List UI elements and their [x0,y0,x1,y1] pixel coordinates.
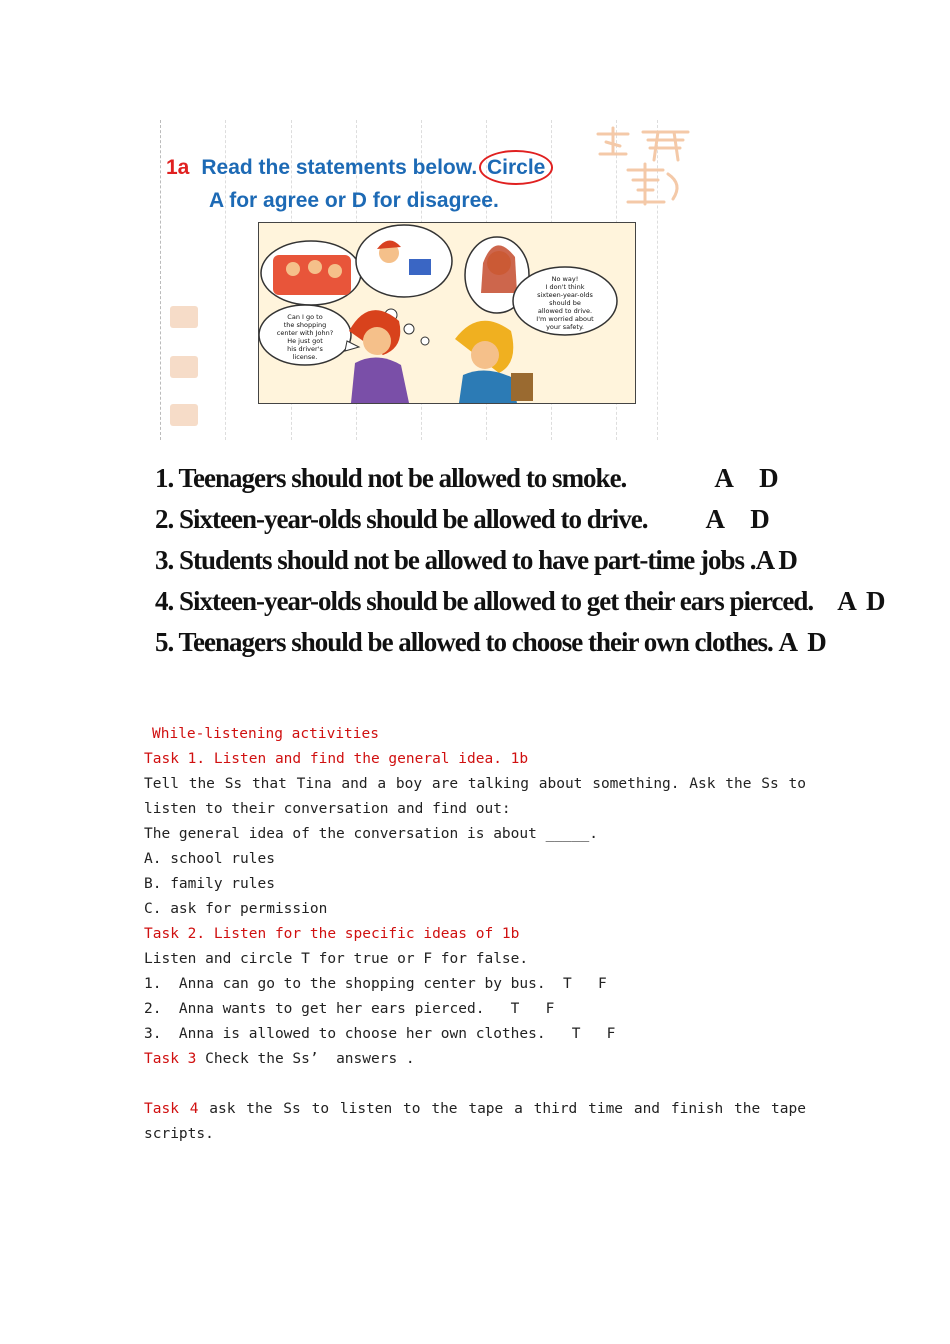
agree-disagree-options[interactable]: A D [705,504,769,534]
bubble-left-line: Can I go to [287,313,323,321]
decorative-logo [588,124,698,208]
exercise-number: 1a [166,156,190,179]
statement-item [155,540,884,581]
statement-text: 3. Students should not be allowed to have part-time jobs . [155,545,756,575]
bubble-left-line: center with John? [276,329,334,337]
task4-label: Task 4 [144,1101,199,1117]
cartoon-illustration [258,222,636,404]
bubble-right-line: allowed to drive. [537,307,593,315]
agree-disagree-options[interactable]: A D [837,586,885,616]
bubble-right-line: your safety. [546,323,584,331]
task3-label: Task 3 [144,1051,197,1067]
statement-list [155,458,884,663]
decorative-stamp [170,306,198,328]
task1-option: A. school rules [144,851,275,867]
task2-instruction: Listen and circle T for true or F for false. [144,951,529,967]
decorative-stamp [170,356,198,378]
statement-item [155,499,884,540]
bubble-left-line: He just got [287,337,323,345]
statement-item [155,458,884,499]
task1-description: listen to their conversation and find out: [144,801,511,817]
task2-title: Task 2. Listen for the specific ideas of 1b [144,926,520,942]
statement-text: 1. Teenagers should not be allowed to smoke. [155,463,627,493]
exercise-title-line2: A for agree or D for disagree. [209,189,499,212]
bubble-left-line: his driver's [287,345,323,353]
bubble-right-line: I'm worried about [536,315,594,323]
statement-text: 5. Teenagers should be allowed to choose their own clothes. [155,627,773,657]
task3-line [144,1047,806,1072]
bubble-right-line: sixteen-year-olds [537,291,593,299]
statement-text: 4. Sixteen-year-olds should be allowed to get their ears pierced. [155,586,814,616]
statement-item [155,581,884,622]
task4-text-continued: scripts. [144,1126,214,1142]
task1-description: Tell the Ss that Tina and a boy are talking about something. Ask the Ss to [144,776,806,792]
task2-item: 2. Anna wants to get her ears pierced. T F [144,1001,555,1017]
statement-text: 2. Sixteen-year-olds should be allowed to drive. [155,504,648,534]
decorative-stamp [170,404,198,426]
task1-question: The general idea of the conversation is about _____. [144,826,598,842]
task4-line [144,1097,806,1122]
task1-title: Task 1. Listen and find the general idea. 1b [144,751,529,767]
statement-item [155,622,884,663]
bubble-left-line: license. [292,353,318,361]
task1-option: C. ask for permission [144,901,328,917]
exercise-title-line1: Read the statements below. [201,156,478,179]
bubble-right-line: should be [549,299,581,307]
lesson-plan [144,722,806,1147]
agree-disagree-options[interactable]: A D [755,545,797,575]
circled-word: Circle [479,150,553,185]
bubble-left-line: the shopping [283,321,327,329]
exercise-heading [166,150,553,216]
task3-text: Check the Ss’ answers . [196,1051,415,1067]
agree-disagree-options[interactable]: A D [778,627,826,657]
task1-option: B. family rules [144,876,275,892]
bubble-right-line: No way! [551,275,579,283]
blank-line [144,1072,806,1097]
task2-item: 3. Anna is allowed to choose her own clothes. T F [144,1026,616,1042]
task4-text: ask the Ss to listen to the tape a third time and finish the tape [198,1101,806,1117]
task2-item: 1. Anna can go to the shopping center by bus. T F [144,976,607,992]
bubble-right-line: I don't think [545,283,585,291]
agree-disagree-options[interactable]: A D [714,463,778,493]
section-title: While-listening activities [152,726,379,742]
